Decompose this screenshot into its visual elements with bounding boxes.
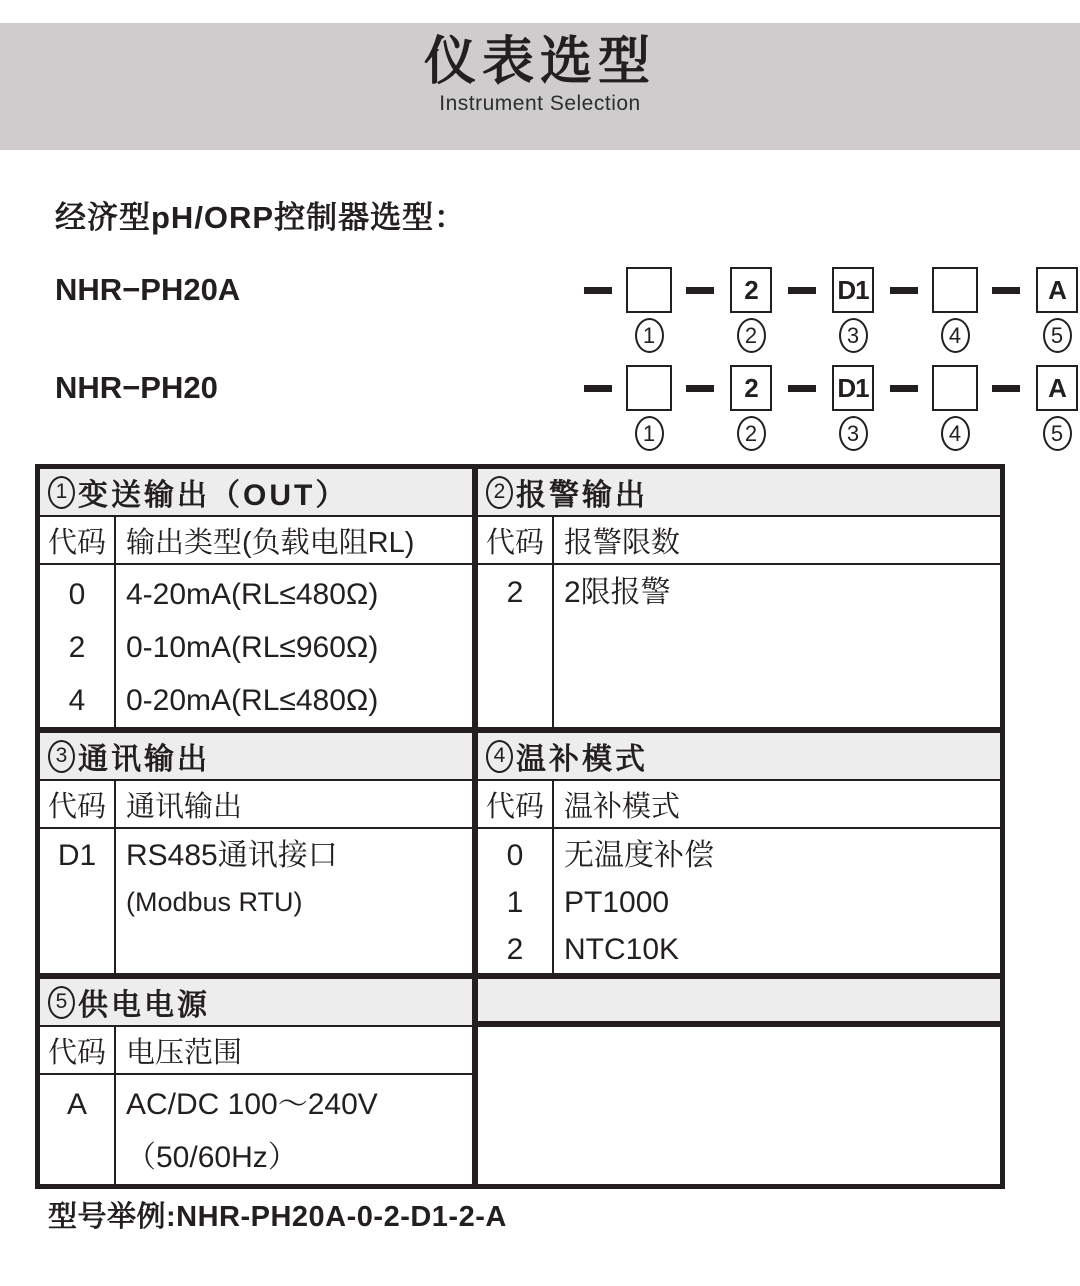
code-header-cell: 代码 [485,790,544,823]
model-prefix: NHR−PH20A [55,272,241,307]
section-header-label: 通讯输出 [78,743,210,776]
model-box-2: 2 [730,267,772,313]
desc-value: NTC10K [564,933,680,966]
desc-header-cell: 电压范围 [126,1036,243,1069]
code-cells [40,565,114,727]
code-value: 0 [506,839,524,872]
section-communication-output [40,733,472,973]
column-header-row [478,781,1000,829]
circled-number-icon: 4 [486,740,513,773]
column-header-row [40,1027,472,1075]
desc-cells [116,565,472,727]
code-cells [40,1075,114,1184]
section-header [478,469,1000,517]
code-value: 4 [68,684,86,717]
data-rows [478,829,1000,973]
position-circle-4: 4 [941,318,970,353]
model-box-4 [932,365,978,411]
position-circle-2: 2 [737,318,766,353]
desc-value-secondary: (Modbus RTU) [126,887,303,917]
dash-connector-icon [890,385,918,392]
code-cells [40,829,114,973]
code-cells [478,829,552,973]
section-header [40,979,472,1027]
code-value: 2 [506,933,524,966]
desc-value-secondary: （50/60Hz） [126,1141,298,1174]
model-box-1 [626,267,672,313]
model-box-3: D1 [832,365,874,411]
section-transmit-output [40,469,472,727]
circled-number-icon: 1 [48,476,75,509]
position-circle-1: 1 [635,318,664,353]
section-title: 经济型pH/ORP控制器选型： [55,200,467,235]
section-empty [478,979,1000,1184]
position-circle-2: 2 [737,416,766,451]
model-box-5: A [1036,267,1078,313]
desc-cells [554,829,1000,973]
position-circle-1: 1 [635,416,664,451]
position-circle-3: 3 [839,416,868,451]
desc-value: 0-20mA(RL≤480Ω) [126,684,379,717]
empty-cell [478,1027,1000,1184]
code-value: A [66,1088,87,1121]
section-temp-compensation [478,733,1000,973]
code-value: 1 [506,886,524,919]
code-cells [478,565,552,727]
model-box-2: 2 [730,365,772,411]
section-header [40,469,472,517]
position-circle-5: 5 [1043,416,1072,451]
circled-number-icon: 5 [48,986,75,1019]
code-value: 2 [506,576,524,609]
desc-cells [116,829,472,973]
code-header-cell: 代码 [47,1036,106,1069]
desc-header-cell: 通讯输出 [126,790,243,823]
section-alarm-output [478,469,1000,727]
circled-number-icon: 3 [48,740,75,773]
dash-connector-icon [890,287,918,294]
model-box-4 [932,267,978,313]
section-header-label: 温补模式 [516,743,648,776]
selection-table [35,464,1005,1189]
column-header-row [40,517,472,565]
desc-value: 无温度补偿 [564,839,714,872]
desc-header-cell: 输出类型(负载电阻RL) [126,526,415,559]
section-header-label: 报警输出 [516,479,648,512]
model-diagram-row-ph20 [55,363,1080,451]
code-header-cell: 代码 [47,790,106,823]
column-header-row [478,517,1000,565]
dash-connector-icon [584,287,612,294]
dash-connector-icon [686,385,714,392]
model-example-text: 型号举例:NHR-PH20A-0-2-D1-2-A [48,1201,507,1233]
model-box-1 [626,365,672,411]
desc-value: 2限报警 [564,576,671,609]
data-rows [478,565,1000,727]
model-diagram-row-ph20a [55,265,1080,353]
empty-section-header [478,979,1000,1027]
table-section-1 [40,469,1000,727]
model-prefix: NHR−PH20 [55,370,218,405]
desc-value: RS485通讯接口 [126,839,338,872]
dash-connector-icon [584,385,612,392]
desc-value: 0-10mA(RL≤960Ω) [126,631,379,664]
section-header [40,733,472,781]
circled-number-icon: 2 [486,476,513,509]
model-box-5: A [1036,365,1078,411]
desc-header-cell: 报警限数 [564,526,681,559]
page-banner [0,23,1080,150]
dash-connector-icon [992,385,1020,392]
section-header-label: 变送输出（OUT） [78,479,349,512]
code-header-cell: 代码 [485,526,544,559]
data-rows [40,829,472,973]
page-subtitle: Instrument Selection [439,92,641,115]
desc-cells [116,1075,472,1184]
dash-connector-icon [788,385,816,392]
desc-value: AC/DC 100～240V [126,1088,378,1121]
code-header-cell: 代码 [47,526,106,559]
dash-connector-icon [788,287,816,294]
section-power-supply [40,979,472,1184]
column-header-row [40,781,472,829]
position-circle-4: 4 [941,416,970,451]
desc-header-cell: 温补模式 [564,790,681,823]
page-title: 仪表选型 [423,33,656,91]
desc-value: PT1000 [564,886,670,919]
table-section-3 [40,979,1000,1184]
dash-connector-icon [992,287,1020,294]
desc-cells [554,565,1000,727]
model-box-3: D1 [832,267,874,313]
desc-value: 4-20mA(RL≤480Ω) [126,578,379,611]
section-header-label: 供电电源 [78,989,210,1022]
position-circle-3: 3 [839,318,868,353]
code-value: 2 [68,631,86,664]
position-circle-5: 5 [1043,318,1072,353]
table-section-2 [40,733,1000,973]
section-header [478,733,1000,781]
code-value: D1 [57,839,97,872]
code-value: 0 [68,578,86,611]
data-rows [40,565,472,727]
dash-connector-icon [686,287,714,294]
data-rows [40,1075,472,1184]
